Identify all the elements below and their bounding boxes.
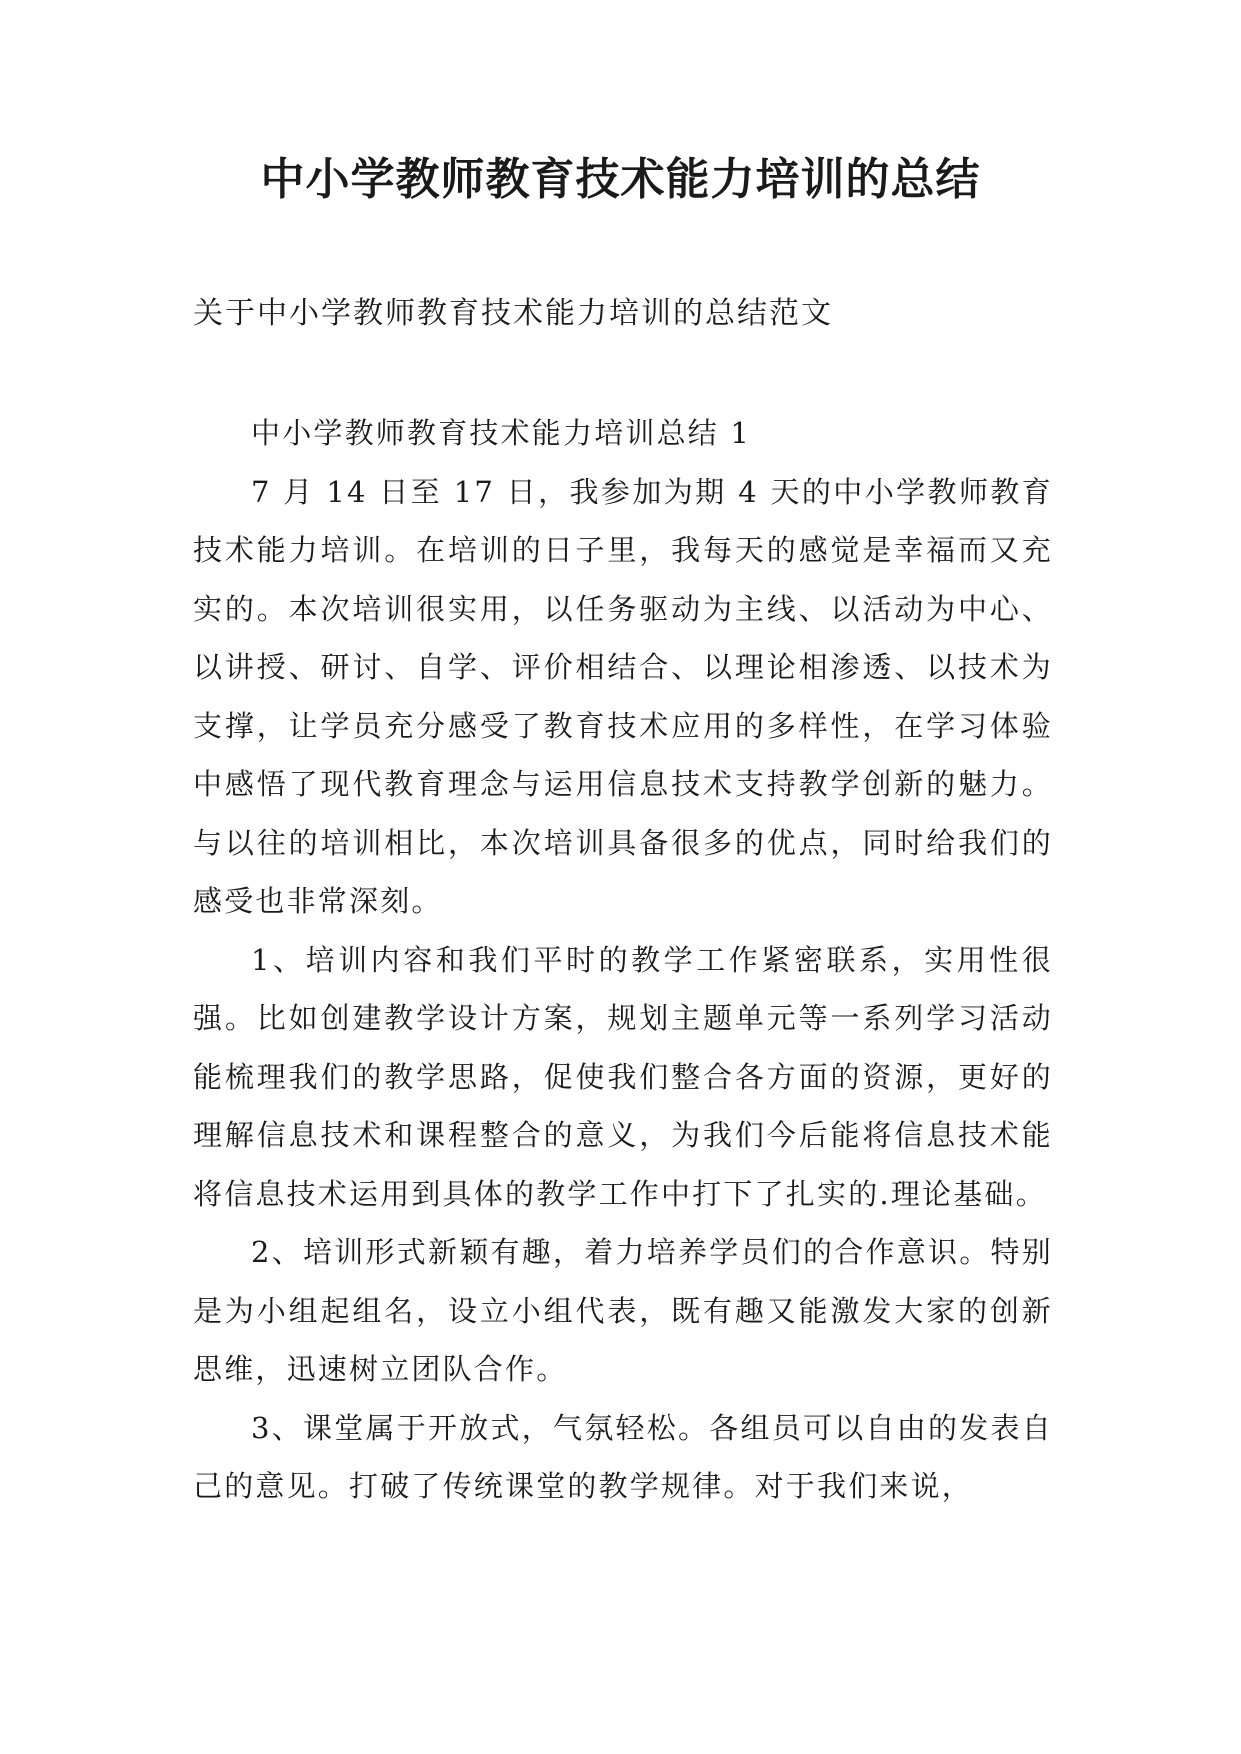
paragraph-point-2: 2、培训形式新颖有趣，着力培养学员们的合作意识。特别是为小组起组名，设立小组代表，既有趣又能激发大家的创新思维，迅速树立团队合作。 (193, 1235, 1053, 1386)
section-heading: 中小学教师教育技术能力培训总结 1 (251, 416, 752, 450)
paragraph-point-1: 1、培训内容和我们平时的教学工作紧密联系，实用性很强。比如创建教学设计方案，规划主题单元等一系列学习活动能梳理我们的教学思路，促使我们整合各方面的资源，更好的理解信息技术和课程整合的意义，为我们今后能将信息技术能将信息技术运用到具体的教学工作中打下了扎实的.理论基础。 (193, 942, 1053, 1211)
paragraph-intro: 7 月 14 日至 17 日，我参加为期 4 天的中小学教师教育技术能力培训。在培训的日子里，我每天的感觉是幸福而又充实的。本次培训很实用，以任务驱动为主线、以活动为中心、以讲授、研讨、自学、评价相结合、以理论相渗透、以技术为支撑，让学员充分感受了教育技术应用的多样性，在学习体验中感悟了现代教育理念与运用信息技术支持教学创新的魅力。与以往的培训相比，本次培训具备很多的优点，同时给我们的感受也非常深刻。 (193, 474, 1053, 918)
document-title: 中小学教师教育技术能力培训的总结 (260, 154, 981, 205)
document-subtitle: 关于中小学教师教育技术能力培训的总结范文 (193, 296, 833, 331)
paragraph-point-3: 3、课堂属于开放式，气氛轻松。各组员可以自由的发表自己的意见。打破了传统课堂的教学规律。对于我们来说， (193, 1410, 1053, 1503)
document-body (193, 404, 1053, 1516)
